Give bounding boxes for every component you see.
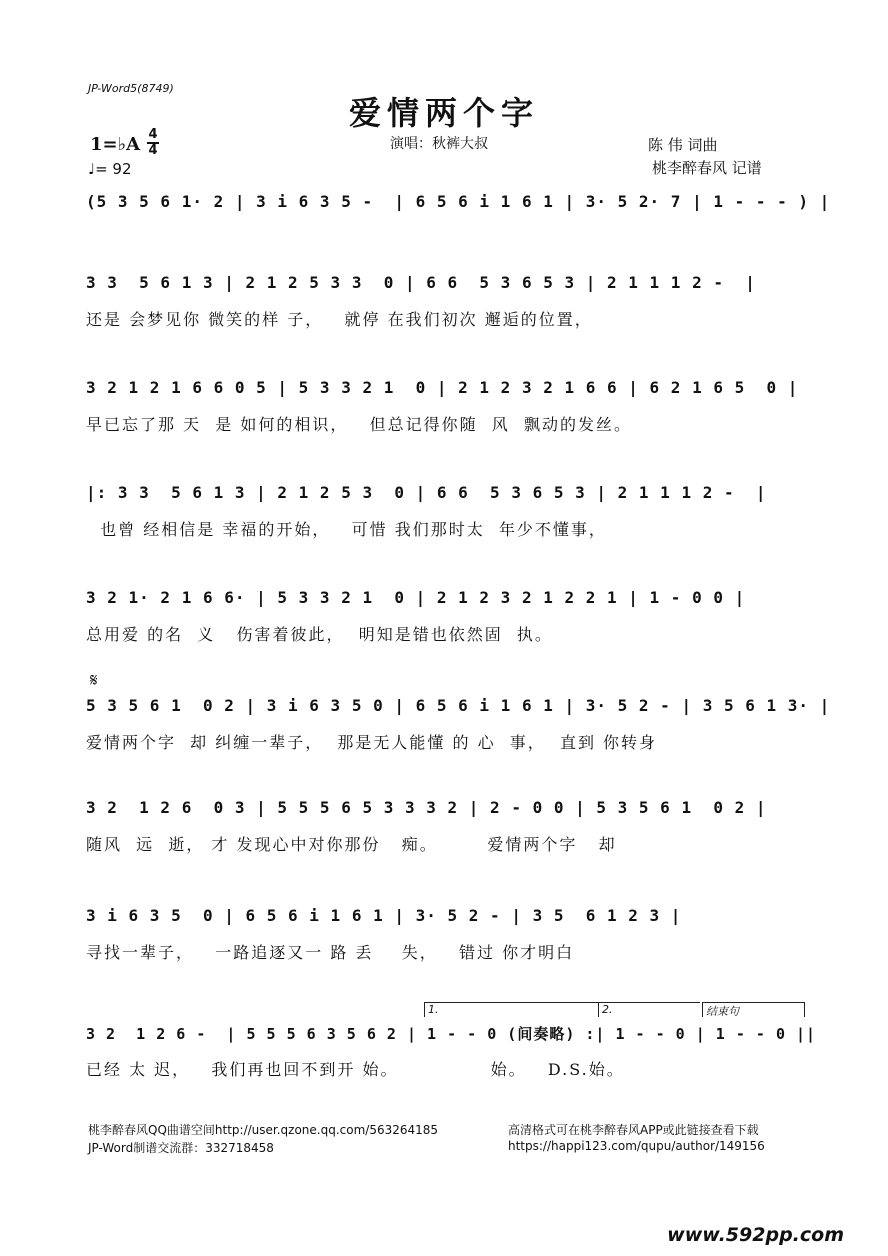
transcriber-credit: 桃李醉春风 记谱 (652, 159, 762, 177)
source-label: JP-Word5(8749) (88, 82, 174, 95)
watermark: www.592pp.com (667, 1224, 844, 1246)
volta-final-ending: 结束句 (702, 1002, 805, 1017)
footer-group-info: JP-Word制谱交流群：332718458 (88, 1141, 274, 1155)
volta-second-ending: 2. (598, 1002, 700, 1017)
singer-credit: 演唱：秋裤大叔 (390, 136, 488, 152)
footer-author-link[interactable]: https://happi123.com/qupu/author/149156 (508, 1139, 765, 1153)
time-signature-bottom: 4 (148, 143, 158, 158)
notes-line: 3 2 1· 2 1 6 6· | 5 3 3 2 1 0 | 2 1 2 3 2 1 2 2 1 | 1 - 0 0 | (86, 588, 746, 607)
notes-line: 3 2 1 2 6 - | 5 5 5 6 3 5 6 2 | 1 - - 0 (间奏略) :| 1 - - 0 | 1 - - 0 || (86, 1025, 817, 1043)
notes-line: 3 2 1 2 1 6 6 0 5 | 5 3 3 2 1 0 | 2 1 2 3 2 1 6 6 | 6 2 1 6 5 0 | (86, 378, 799, 397)
lyrics-line: 也曾 经相信是 幸福的开始， 可惜 我们那时太 年少不懂事， (86, 520, 607, 539)
segno-sign: 𝄋 (90, 670, 98, 691)
lyrics-line: 早已忘了那 天 是 如何的相识， 但总记得你随 风 飘动的发丝。 (86, 415, 632, 434)
volta-first-ending: 1. (424, 1002, 598, 1017)
composer-credit: 陈 伟 词曲 (648, 136, 718, 154)
lyrics-line: 还是 会梦见你 微笑的样 子， 就停 在我们初次 邂逅的位置， (86, 310, 593, 329)
notes-line: 5 3 5 6 1 0 2 | 3 i 6 3 5 0 | 6 5 6 i 1 6 1 | 3· 5 2 - | 3 5 6 1 3· | (86, 696, 831, 715)
lyrics-line: 随风 远 逝， 才 发现心中对你那份 痴。 爱情两个字 却 (86, 835, 617, 854)
notes-line: 3 2 1 2 6 0 3 | 5 5 5 6 5 3 3 3 2 | 2 - 0 0 | 5 3 5 6 1 0 2 | (86, 798, 767, 817)
tempo-marking: ♩= 92 (88, 160, 132, 178)
lyrics-line: 已经 太 迟， 我们再也回不到开 始。 始。 D.S.始。 (86, 1060, 625, 1079)
time-signature-top: 4 (148, 127, 158, 142)
notes-line: |: 3 3 5 6 1 3 | 2 1 2 5 3 0 | 6 6 5 3 6 5 3 | 2 1 1 1 2 - | (86, 483, 767, 502)
time-signature (147, 129, 159, 157)
notes-line: 3 3 5 6 1 3 | 2 1 2 5 3 3 0 | 6 6 5 3 6 5 3 | 2 1 1 1 2 - | (86, 273, 756, 292)
lyrics-line: 寻找一辈子， 一路追逐又一 路 丢 失， 错过 你才明白 (86, 943, 575, 962)
page-title: 爱情两个字 (348, 94, 539, 132)
footer-app-note: 高清格式可在桃李醉春风APP或此链接查看下载 (508, 1123, 759, 1137)
lyrics-line: 爱情两个字 却 纠缠一辈子， 那是无人能懂 的 心 事， 直到 你转身 (86, 733, 658, 752)
footer-qzone-link[interactable]: 桃李醉春风QQ曲谱空间http://user.qzone.qq.com/563264185 (88, 1123, 439, 1137)
key-signature: 1=♭A (90, 134, 141, 155)
intro-notes: (5 3 5 6 1· 2 | 3 i 6 3 5 - | 6 5 6 i 1 6 1 | 3· 5 2· 7 | 1 - - - ) | (86, 192, 831, 211)
lyrics-line: 总用爱 的名 义 伤害着彼此， 明知是错也依然固 执。 (86, 625, 553, 644)
notes-line: 3 i 6 3 5 0 | 6 5 6 i 1 6 1 | 3· 5 2 - | 3 5 6 1 2 3 | (86, 906, 682, 925)
